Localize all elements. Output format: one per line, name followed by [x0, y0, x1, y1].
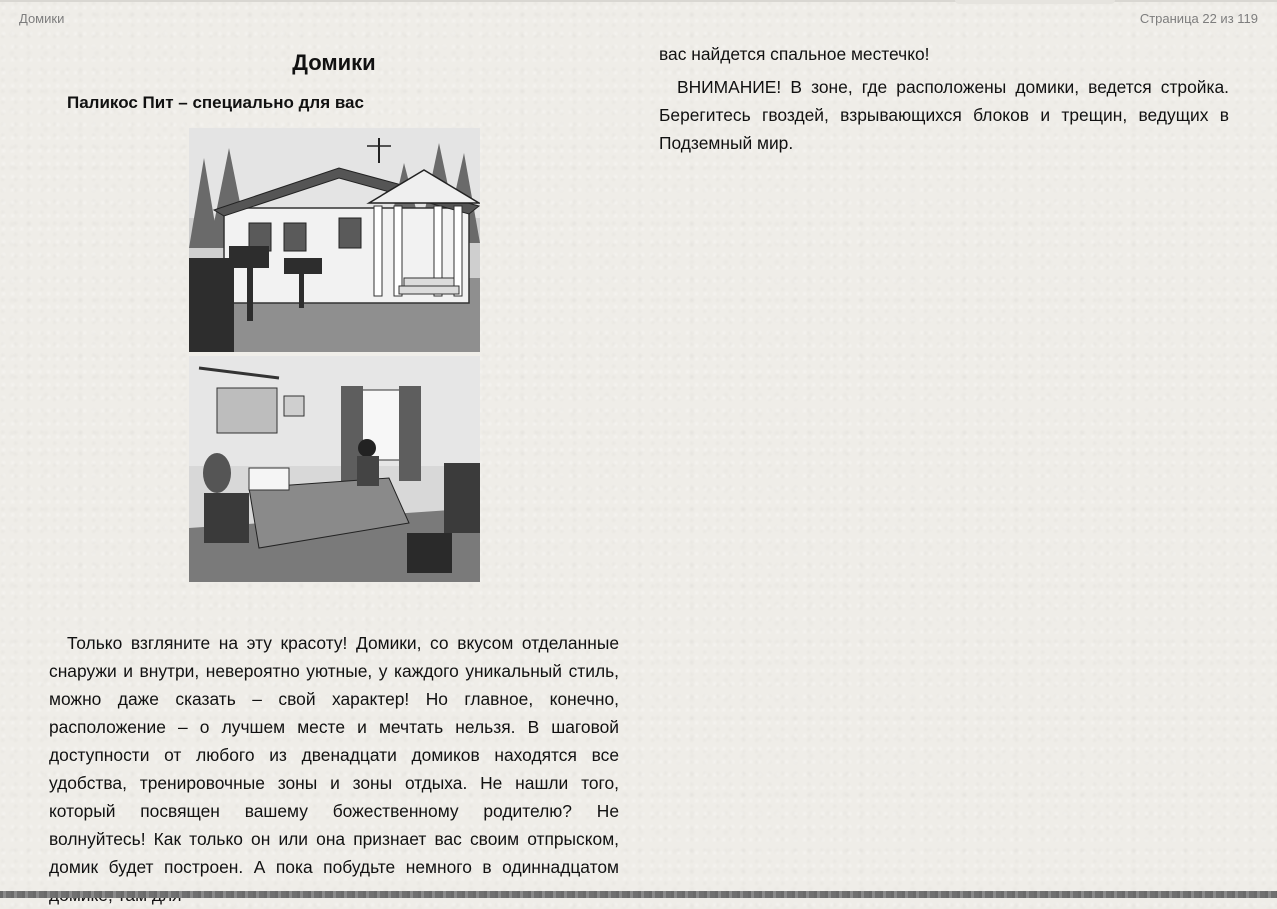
warning-paragraph: ВНИМАНИЕ! В зоне, где расположены домики, ведется стройка. Берегитесь гвоздей, взрывающихся блоков и трещин, ведущих в Подземный мир.: [659, 77, 1229, 153]
running-header-title: Домики: [19, 11, 65, 26]
cabin-illustration: [189, 128, 480, 582]
page-indicator: Страница 22 из 119: [1139, 11, 1258, 26]
top-tab-handle[interactable]: [955, 0, 1115, 4]
bottom-scroll-bar[interactable]: [0, 891, 1277, 898]
chapter-title: Домики: [292, 50, 376, 75]
body-paragraph-continuation: вас найдется спальное местечко!: [659, 44, 930, 64]
body-paragraph: Только взгляните на эту красоту! Домики, со вкусом отделанные снаружи и внутри, невероятно уютные, у каждого уникальный стиль, можно даже сказать – свой характер! Но главное, конечно, расположение – о лучшем месте и мечтать нельзя. В шаговой доступности от любого из двенадцати домиков находятся все удобства, тренировочные зоны и зоны отдыха. Не нашли того, который посвящен вашему божественному родителю? Не волнуйтесь! Как только он или она признает вас своим отпрыском, домик будет построен. А пока побудьте немного в одиннадцатом: [49, 633, 619, 877]
chapter-subtitle: Паликос Пит – специально для вас: [67, 93, 364, 112]
